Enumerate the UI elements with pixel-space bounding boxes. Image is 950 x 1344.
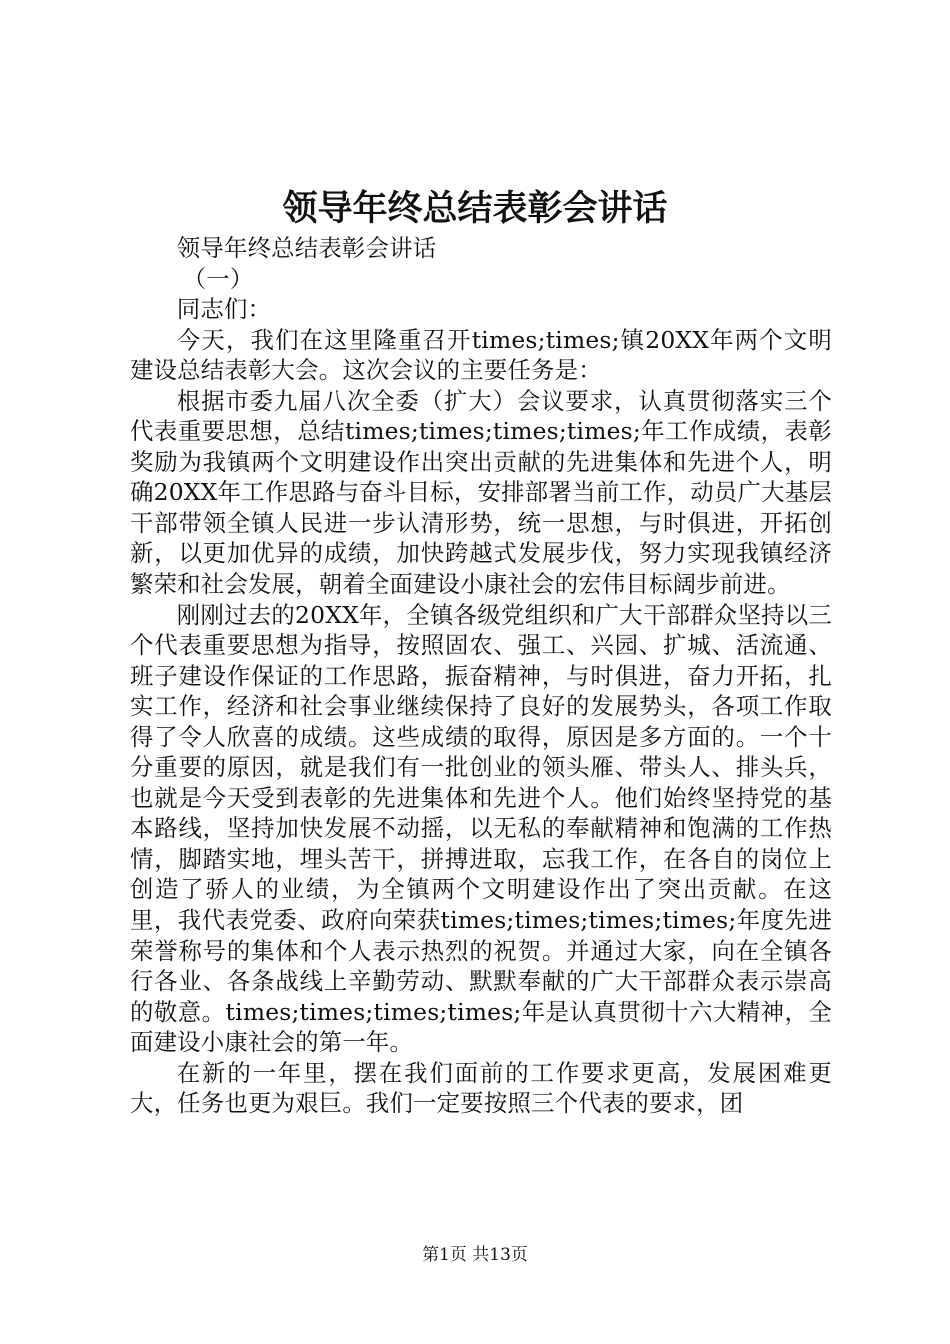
paragraph-review: 刚刚过去的20XX年，全镇各级党组织和广大干部群众坚持以三个代表重要思想为指导，按照固农、强工、兴园、扩城、活流通、班子建设作保证的工作思路，振奋精神，与时俱进，奋力开拓，扎实工作，经济和社会事业继续保持了良好的发展势头，各项工作取得了令人欣喜的成绩。这些成绩的取得，原因是多方面的。一个十分重要的原因，就是我们有一批创业的领头雁、带头人、排头兵，也就是今天受到表彰的先进集体和先进个人。他们始终坚持党的基本路线，坚持加快发展不动摇，以无私的奉献精神和饱满的工作热情，脚踏实地，埋头苦干，拼搏进取，忘我工作，在各自的岗位上创造了骄人的业绩，为全镇两个文明建设作出了突出贡献。在这里，我代表党委、政府向荣获times;times;times;times;年度先进荣誉称号的集体和个人表示热烈的祝贺。并通过大家，向在全镇各行各业、各条战线上辛勤劳动、默默奉献的广大干部群众表示崇高的敬意。times;times;times;times;年是认真贯彻十六大精神，全面建设小康社会的第一年。 (130, 600, 832, 1057)
document-body (130, 233, 832, 1119)
page-number: 第1页 共13页 (422, 1245, 528, 1265)
document-title: 领导年终总结表彰会讲话 (282, 188, 668, 229)
body-heading: 领导年终总结表彰会讲话 (176, 234, 437, 262)
salutation: 同志们： (176, 295, 272, 324)
paragraph-tasks: 根据市委九届八次全委（扩大）会议要求，认真贯彻落实三个代表重要思想，总结times;times;times;times;年工作成绩，表彰奖励为我镇两个文明建设作出突出贡献的先进集体和先进个人，明确20XX年工作思路与奋斗目标，安排部署当前工作，动员广大基层干部带领全镇人民进一步认清形势，统一思想，与时俱进，开拓创新，以更加优异的成绩，加快跨越式发展步伐，努力实现我镇经济繁荣和社会发展，朝着全面建设小康社会的宏伟目标阔步前进。 (130, 386, 832, 599)
paragraph-new-year: 在新的一年里，摆在我们面前的工作要求更高，发展困难更大，任务也更为艰巨。我们一定要按照三个代表的要求，团 (130, 1058, 832, 1118)
paragraph-intro: 今天，我们在这里隆重召开times;times;镇20XX年两个文明建设总结表彰大会。这次会议的主要任务是： (130, 325, 832, 385)
section-number: （一） (182, 264, 254, 293)
